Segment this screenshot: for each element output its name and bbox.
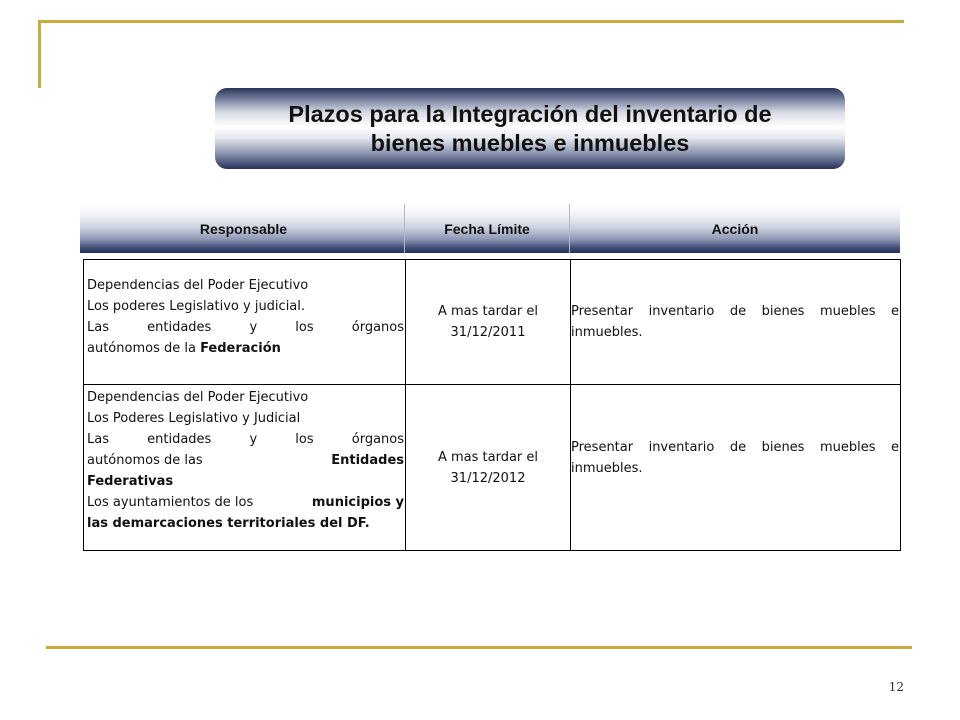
header-accion: Acción — [711, 220, 759, 237]
slide-title-line-2: bienes muebles e inmuebles — [370, 129, 690, 156]
slide-title — [230, 100, 830, 158]
cell-accion — [571, 385, 899, 479]
responsable-line: Dependencias del Poder Ejecutivo — [87, 390, 309, 405]
responsable-line — [87, 513, 404, 534]
table-header — [80, 204, 900, 253]
responsable-line — [87, 450, 404, 471]
responsable-text-part: autónomos de las — [87, 453, 203, 468]
cell-fecha — [406, 385, 570, 550]
page-number: 12 — [888, 680, 904, 694]
responsable-bold-text: Entidades — [331, 453, 404, 468]
cell-responsable — [87, 275, 404, 359]
responsable-line — [87, 338, 404, 359]
fecha-text: A mas tardar el 31/12/2011 — [437, 304, 539, 340]
responsable-line: Dependencias del Poder Ejecutivo — [87, 278, 309, 293]
responsable-text: Los ayuntamientos de los — [87, 495, 254, 510]
responsable-text — [87, 450, 323, 471]
header-fecha-limite: Fecha Límite — [444, 220, 530, 237]
accion-text: Presentar inventario de bienes muebles e inmuebles. — [571, 304, 899, 340]
responsable-line: Las entidades y los órganos — [87, 320, 404, 335]
responsable-line — [87, 471, 404, 492]
title-banner — [215, 88, 845, 169]
plazos-table — [83, 259, 901, 551]
accion-text: Presentar inventario de bienes muebles e inmuebles. — [571, 440, 899, 476]
cell-responsable — [87, 387, 404, 534]
responsable-line: Los Poderes Legislativo y Judicial — [87, 411, 301, 426]
cell-accion — [571, 260, 899, 384]
responsable-bold-text: municipios y — [311, 495, 404, 510]
responsable-bold-text: las demarcaciones territoriales del DF. — [87, 516, 370, 531]
responsable-bold-text: Federación — [200, 341, 281, 356]
frame-bottom-line — [46, 646, 912, 649]
responsable-text: autónomos de la — [87, 341, 201, 356]
responsable-line: Los poderes Legislativo y judicial. — [87, 299, 306, 314]
responsable-bold-text: Federativas — [87, 474, 174, 489]
responsable-line — [87, 492, 404, 513]
frame-left-line — [38, 20, 41, 88]
header-responsable: Responsable — [199, 220, 288, 237]
fecha-text: A mas tardar el 31/12/2012 — [437, 449, 539, 486]
cell-fecha — [406, 260, 570, 384]
frame-top-line — [38, 20, 904, 23]
slide-title-line-1: Plazos para la Integración del inventario de — [288, 100, 772, 127]
responsable-line: Las entidades y los órganos — [87, 432, 404, 447]
